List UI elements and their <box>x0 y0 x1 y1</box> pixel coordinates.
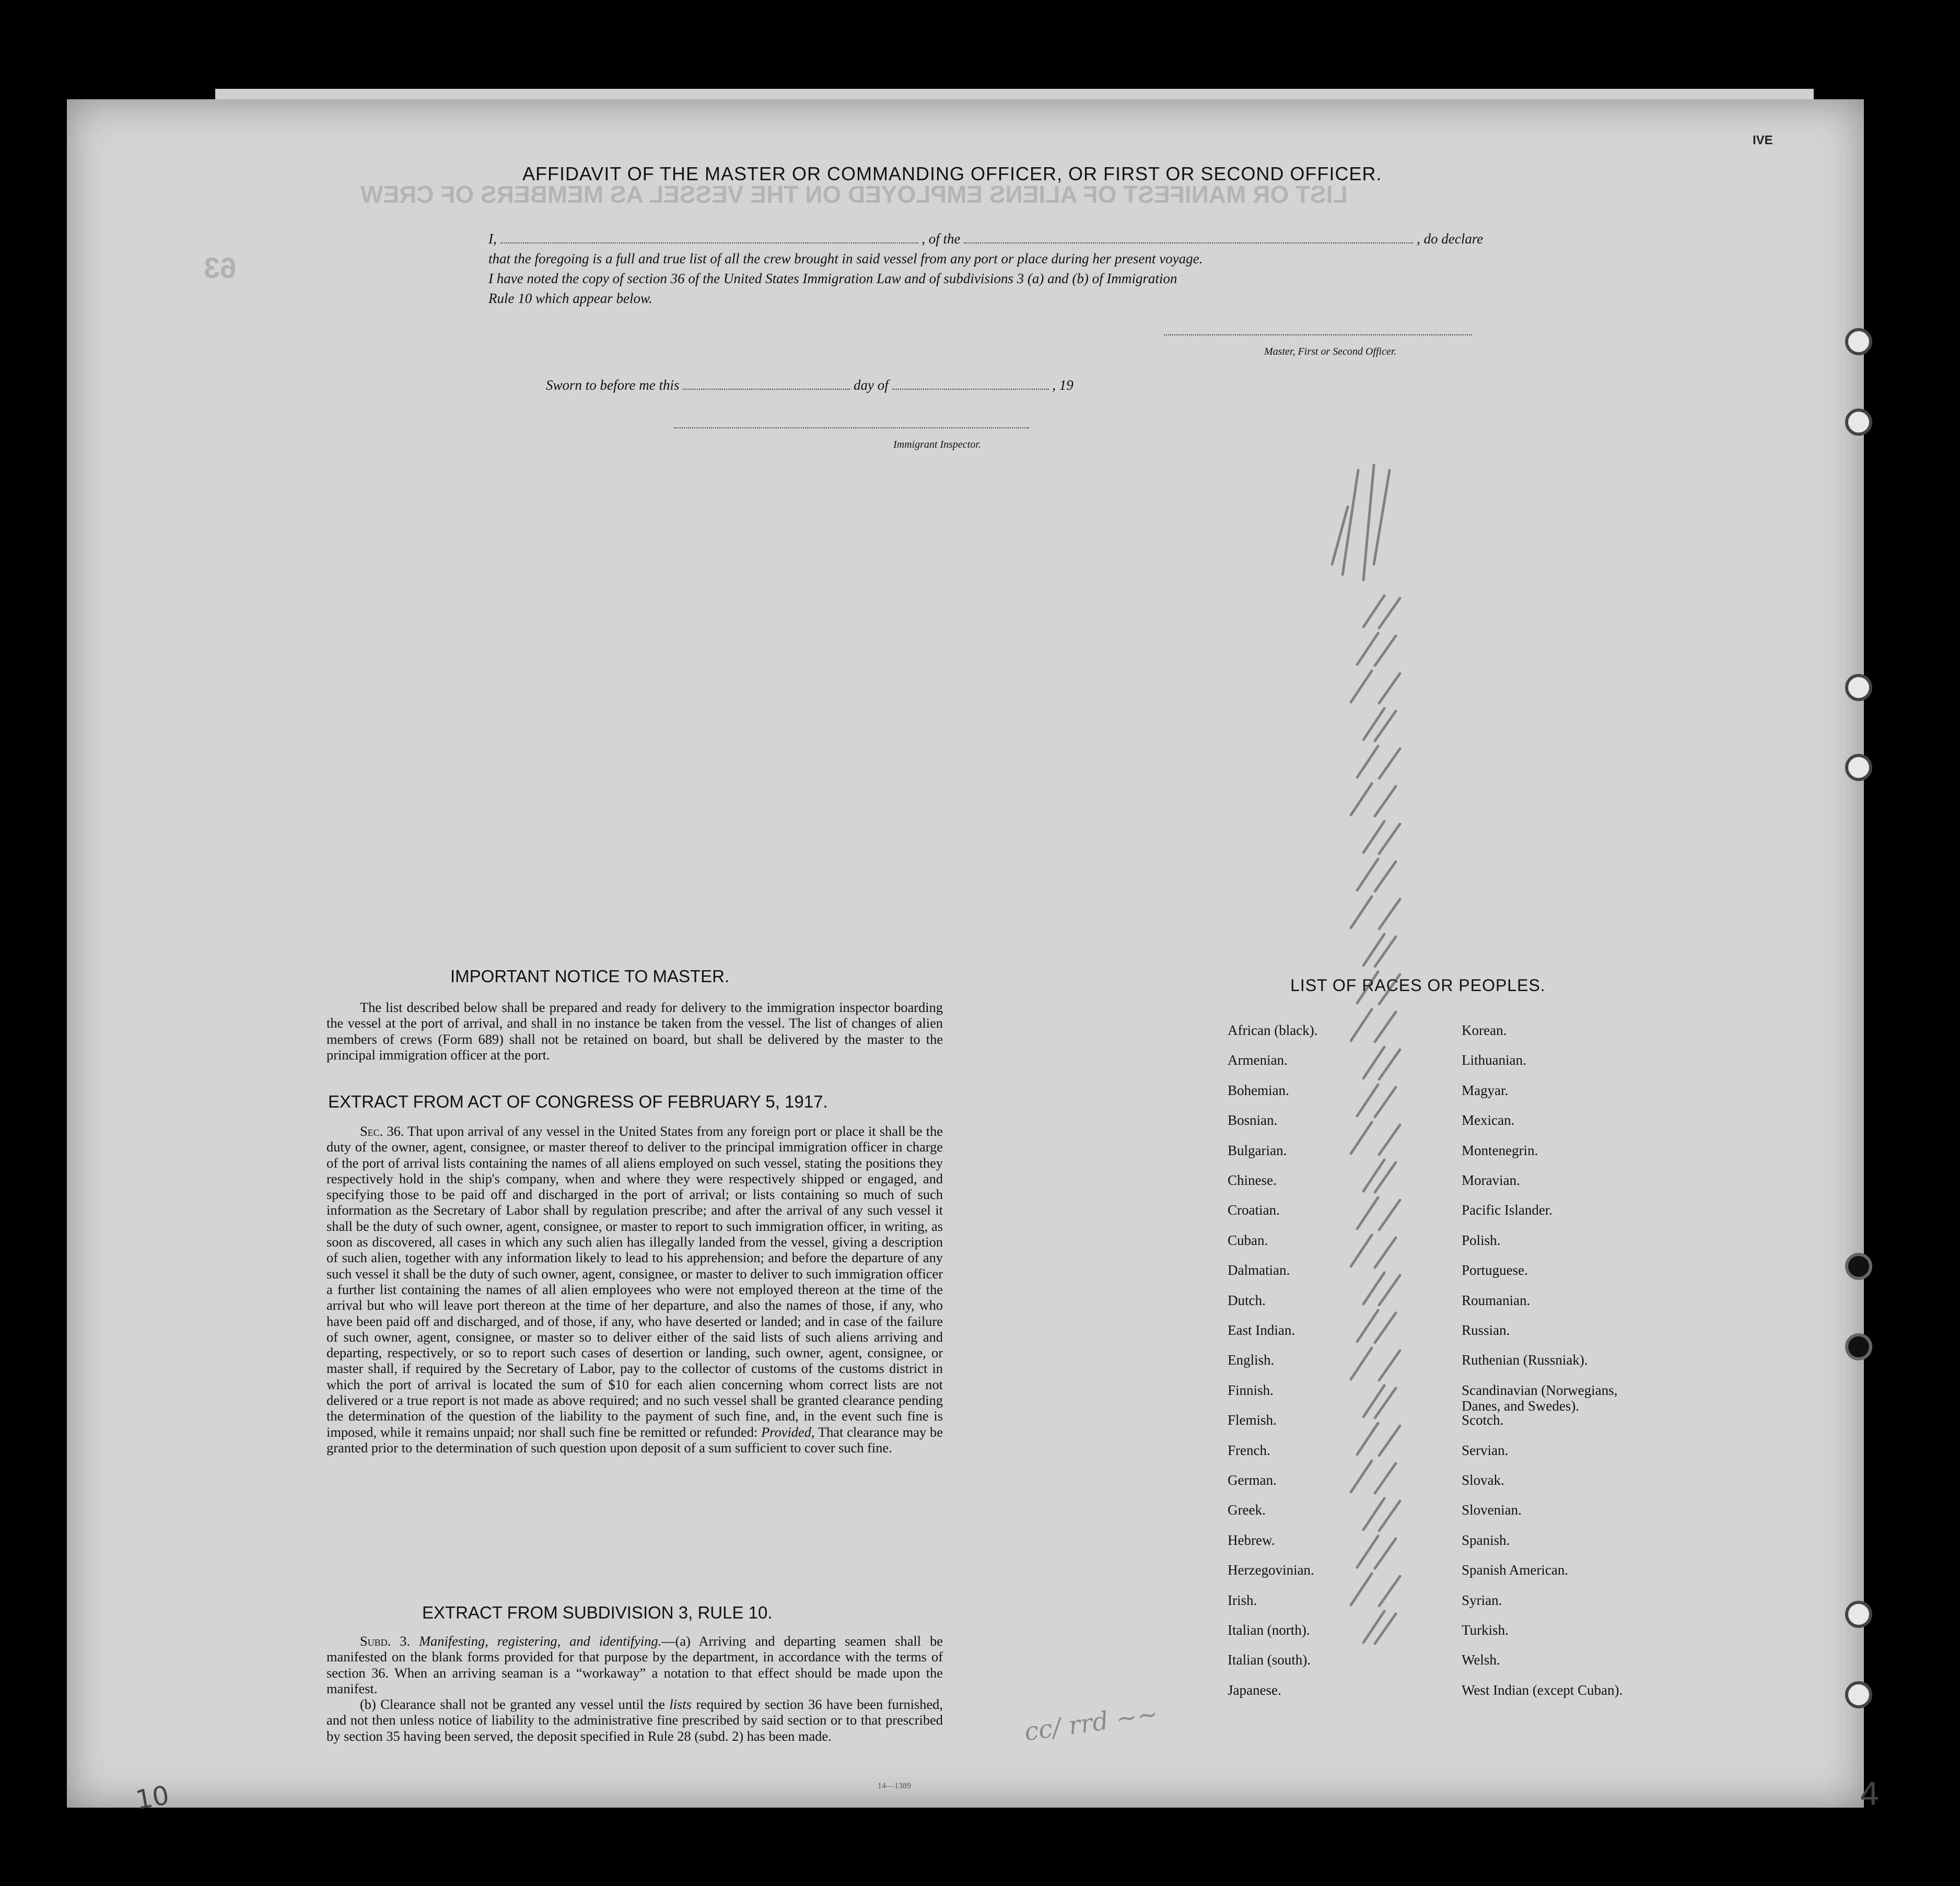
vessel-blank[interactable] <box>964 232 1413 243</box>
rule-text-b-2: required by section 36 have been furnished, and not then unless notice of liability to the administrative fine prescribed by said section or to that prescribed by section 35 having been served, the deposit specified in Rule 28 (subd. 2) has been made. <box>326 1696 943 1744</box>
race-item: Armenian. <box>1228 1052 1288 1068</box>
act-section-label: Sec. 36. <box>360 1123 404 1139</box>
affidavit-title: AFFIDAVIT OF THE MASTER OR COMMANDING OFFICER, OR FIRST OR SECOND OFFICER. <box>522 163 1382 184</box>
race-item: Croatian. <box>1228 1202 1280 1218</box>
race-item: Lithuanian. <box>1462 1052 1526 1068</box>
race-item: Portuguese. <box>1462 1262 1528 1278</box>
punch-hole <box>1845 409 1872 436</box>
race-item: Welsh. <box>1462 1652 1500 1668</box>
handwritten-note: cc/ rrd ~~ <box>1022 1699 1160 1747</box>
race-item: Bosnian. <box>1228 1112 1278 1128</box>
race-item: German. <box>1228 1472 1277 1488</box>
punch-hole <box>1845 754 1872 781</box>
affidavit-line-3: I have noted the copy of section 36 of the United States Immigration Law and of subdivisions 3 (a) and (b) of Immigration <box>488 271 1177 286</box>
race-item: Chinese. <box>1228 1172 1277 1188</box>
rule-text-b-lists: lists <box>669 1696 692 1713</box>
race-item: Finnish. <box>1228 1382 1274 1398</box>
master-signature-line[interactable] <box>1164 334 1472 335</box>
race-item: Slovak. <box>1462 1472 1504 1488</box>
race-item: Montenegrin. <box>1462 1142 1538 1158</box>
race-item: Turkish. <box>1462 1622 1509 1638</box>
race-item: West Indian (except Cuban). <box>1462 1682 1623 1698</box>
race-item: French. <box>1228 1442 1270 1458</box>
race-item: Polish. <box>1462 1232 1501 1248</box>
sworn-day-blank[interactable] <box>683 378 850 390</box>
race-item: Servian. <box>1462 1442 1509 1458</box>
act-paragraph: That upon arrival of any vessel in the United States from any foreign port or place it shall be the duty of the owner, agent, consignee, or master thereof to deliver to the principal immigration officer in charge of the port of arrival lists containing the names of all aliens employed on such vessel, stating the positions they respectively hold in the ship's company, when and where they were respectively shipped or engaged, and specifying those to be paid off and discharged in the port of arrival; or lists containing so much of such information as the Secretary of Labor shall by regulation prescribe; and after the arrival of any such vessel it shall be the duty of such owner, agent, consignee, or master to report to such immigration officer, in writing, as soon as discovered, all cases in which any such alien has illegally landed from the vessel, giving a description of such alien, together with any information likely to lead to his apprehension; and before the departure of any such vessel it shall be the duty of such owner, agent, consignee, or master to deliver to such immigration officer a further list containing the names of all alien employees who were not employed thereon at the time of the arrival but who will leave port thereon at the time of her departure, and also the names of those, if any, who have been paid off and discharged, and of those, if any, who have deserted or landed; and in case of the failure of such owner, agent, consignee, or master so to deliver either of the said lists of such aliens arriving and departing, respectively, or so to report such cases of desertion or landing, such owner, agent, consignee, or master shall, if required by the Secretary of Labor, pay to the collector of customs of the customs district in which the port of arrival is located the sum of $10 for each alien concerning whom correct lists are not delivered or a true report is not made as above required; and no such vessel shall be granted clearance pending the determination of the question of the liability to the payment of such fine, and, in the event such fine is imposed, while it remains unpaid; nor shall such fine be remitted or refunded: <box>326 1123 943 1440</box>
race-item: African (black). <box>1228 1022 1318 1038</box>
race-item: English. <box>1228 1352 1275 1368</box>
sworn-year: , 19 <box>1052 377 1074 393</box>
sworn-day-of: day of <box>854 377 889 393</box>
punch-hole <box>1845 1333 1872 1360</box>
race-item: Roumanian. <box>1462 1292 1531 1308</box>
form-number: 14—1389 <box>878 1782 911 1790</box>
race-item: Scandinavian (Norwegians, <box>1462 1382 1618 1398</box>
punch-hole <box>1845 1253 1872 1280</box>
rule-subd-label: Subd. 3. <box>360 1633 411 1649</box>
race-item: Herzegovinian. <box>1228 1562 1314 1578</box>
inspector-signature-line[interactable] <box>674 427 1029 428</box>
affidavit-of-the: , of the <box>921 231 961 247</box>
rule-heading: EXTRACT FROM SUBDIVISION 3, RULE 10. <box>422 1603 773 1622</box>
race-item: Syrian. <box>1462 1592 1502 1608</box>
bleed-through-title: LIST OR MANIFEST OF ALIENS EMPLOYED ON THE VESSEL AS MEMBERS OF CREW <box>360 181 1348 208</box>
race-item: Irish. <box>1228 1592 1257 1608</box>
inspector-label: Immigrant Inspector. <box>893 439 981 450</box>
race-item: Spanish. <box>1462 1532 1510 1548</box>
punch-hole <box>1845 328 1872 355</box>
affidavit-do-declare: , do declare <box>1417 231 1484 247</box>
race-item: Korean. <box>1462 1022 1507 1038</box>
master-signature-label: Master, First or Second Officer. <box>1264 346 1397 357</box>
sworn-prefix: Sworn to before me this <box>546 377 680 393</box>
act-paragraph-end: That clearance may be granted prior to the determination of such question upon deposit of a sum sufficient to cover such fine. <box>326 1424 943 1456</box>
race-item: Japanese. <box>1228 1682 1281 1698</box>
act-text <box>326 1123 943 1456</box>
race-item: Spanish American. <box>1462 1562 1568 1578</box>
race-item: Cuban. <box>1228 1232 1268 1248</box>
rule-text <box>326 1633 943 1744</box>
notice-text <box>326 999 943 1063</box>
race-item: Italian (north). <box>1228 1622 1310 1638</box>
document-sheet <box>67 99 1864 1808</box>
notice-paragraph: The list described below shall be prepared and ready for delivery to the immigration inspector boarding the vessel at the port of arrival, and shall in no instance be taken from the vessel. The list of changes of alien members of crews (Form 689) shall not be retained on board, but shall be delivered by the master to the principal immigration officer at the port. <box>326 999 943 1063</box>
race-item: Italian (south). <box>1228 1652 1311 1668</box>
race-item: Bohemian. <box>1228 1082 1289 1098</box>
races-heading: LIST OF RACES OR PEOPLES. <box>1290 976 1546 995</box>
affidavit-line-2: that the foregoing is a full and true list of all the crew brought in said vessel from any port or place during her present voyage. <box>488 251 1203 266</box>
punch-hole <box>1845 674 1872 701</box>
sworn-month-blank[interactable] <box>892 378 1049 390</box>
punch-hole <box>1845 1601 1872 1628</box>
race-item: Hebrew. <box>1228 1532 1275 1548</box>
margin-mark-bottom-left: 10 <box>133 1779 172 1816</box>
corner-tab-text: IVE <box>1753 133 1773 147</box>
race-item: Mexican. <box>1462 1112 1515 1128</box>
affidavit-line-4: Rule 10 which appear below. <box>488 290 652 306</box>
race-item: Magyar. <box>1462 1082 1509 1098</box>
race-item: Russian. <box>1462 1322 1510 1338</box>
race-item: Pacific Islander. <box>1462 1202 1553 1218</box>
affidavit-i: I, <box>488 231 497 247</box>
bleed-through-number: 63 <box>204 251 237 284</box>
notice-heading: IMPORTANT NOTICE TO MASTER. <box>450 967 730 986</box>
race-item: Slovenian. <box>1462 1502 1522 1518</box>
race-item: Ruthenian (Russniak). <box>1462 1352 1588 1368</box>
rule-text-b-1: (b) Clearance shall not be granted any vessel until the <box>360 1696 665 1713</box>
rule-text-a: —(a) Arriving and departing seamen shall be manifested on the blank forms provided for that purpose by the department, in accordance with the terms of section 36. When an arriving seaman is a “workaway” a notation to that effect should be made upon the manifest. <box>326 1633 943 1696</box>
race-item: Dalmatian. <box>1228 1262 1290 1278</box>
rule-subd-title: Manifesting, registering, and identifying. <box>419 1633 662 1649</box>
race-item: Dutch. <box>1228 1292 1266 1308</box>
race-item: Scotch. <box>1462 1412 1504 1428</box>
race-item: Moravian. <box>1462 1172 1520 1188</box>
race-item: Danes, and Swedes). <box>1462 1398 1579 1414</box>
act-heading: EXTRACT FROM ACT OF CONGRESS OF FEBRUARY 5, 1917. <box>328 1092 828 1111</box>
affidavit-line-1 <box>488 230 1483 248</box>
act-provided: Provided, <box>761 1424 815 1440</box>
race-item: Greek. <box>1228 1502 1266 1518</box>
race-item: East Indian. <box>1228 1322 1295 1338</box>
name-blank[interactable] <box>500 232 918 243</box>
punch-hole <box>1845 1681 1872 1708</box>
race-item: Flemish. <box>1228 1412 1277 1428</box>
race-item: Bulgarian. <box>1228 1142 1287 1158</box>
handwritten-tally-marks <box>1296 460 1442 1661</box>
sworn-line <box>546 376 1074 394</box>
margin-mark-bottom-right: 4 <box>1860 1776 1880 1813</box>
